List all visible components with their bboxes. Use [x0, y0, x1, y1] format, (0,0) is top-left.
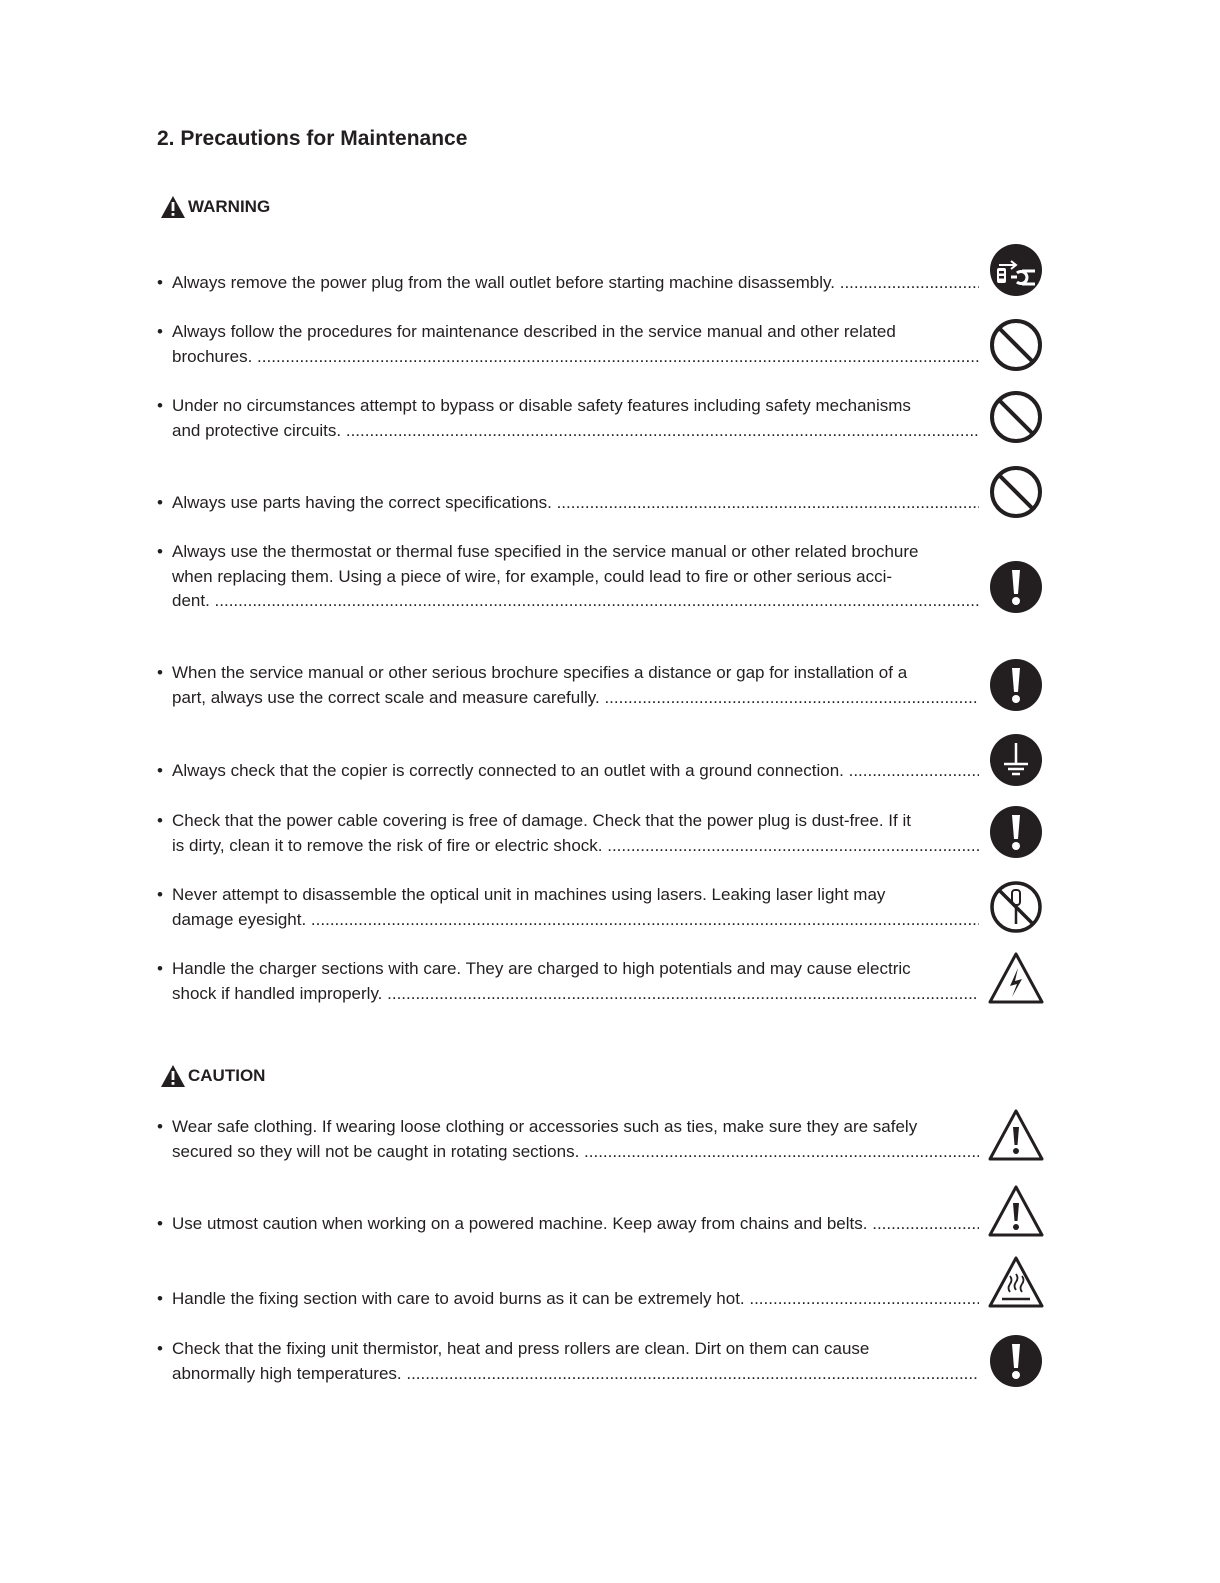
- caution-item: [157, 1337, 979, 1386]
- item-line: brochures. .....: [172, 345, 979, 370]
- warning-item: [157, 491, 979, 516]
- prohibited-icon: [987, 388, 1045, 446]
- item-line: Always follow the procedures for maintenance described in the service manual and other related: [172, 322, 896, 341]
- item-line: part, always use the correct scale and measure carefully. .....: [172, 686, 979, 711]
- prohibited-icon: [987, 316, 1045, 374]
- item-text: [172, 1287, 979, 1312]
- bullet: •: [157, 396, 163, 415]
- caution-item: [157, 1115, 979, 1164]
- warning-item: [157, 320, 979, 369]
- item-line: damage eyesight. .....: [172, 908, 979, 933]
- item-text: [172, 394, 979, 443]
- caution-heading: [160, 1063, 265, 1089]
- item-text: [172, 957, 979, 1006]
- bullet: •: [157, 1289, 163, 1308]
- warning-triangle-icon: [160, 195, 186, 219]
- caution-triangle-small-icon: [160, 1064, 186, 1088]
- bullet: •: [157, 1117, 163, 1136]
- mandatory-action-icon: [987, 656, 1045, 714]
- item-text: [172, 271, 979, 296]
- item-line: Under no circumstances attempt to bypass or disable safety features including safety mechanisms: [172, 396, 911, 415]
- ground-icon: [987, 731, 1045, 789]
- warning-label: WARNING: [188, 197, 271, 216]
- prohibited-icon: [987, 463, 1045, 521]
- item-line: dent. .....: [172, 589, 979, 614]
- bullet: •: [157, 811, 163, 830]
- warning-item: [157, 759, 979, 784]
- no-disassembly-icon: [987, 878, 1045, 936]
- item-text: [172, 491, 979, 516]
- item-line: Handle the charger sections with care. They are charged to high potentials and may cause electric: [172, 959, 911, 978]
- item-line: Wear safe clothing. If wearing loose clothing or accessories such as ties, make sure they are safely: [172, 1117, 918, 1136]
- warning-item: [157, 809, 979, 858]
- caution-triangle-icon: [987, 1183, 1045, 1241]
- warning-item: [157, 661, 979, 710]
- item-text: [172, 883, 979, 932]
- item-line: Always remove the power plug from the wall outlet before starting machine disassembly. .....: [172, 271, 979, 296]
- bullet: •: [157, 761, 163, 780]
- item-text: [172, 809, 979, 858]
- page-title: 2. Precautions for Maintenance: [157, 127, 468, 150]
- bullet: •: [157, 493, 163, 512]
- item-line: and protective circuits. .....: [172, 419, 979, 444]
- caution-item: [157, 1212, 979, 1237]
- mandatory-action-icon: [987, 1332, 1045, 1390]
- item-text: [172, 1212, 979, 1237]
- item-line: Always use parts having the correct specifications. .....: [172, 491, 979, 516]
- item-line: abnormally high temperatures. .....: [172, 1362, 979, 1387]
- item-line: Always check that the copier is correctly connected to an outlet with a ground connection. .....: [172, 759, 979, 784]
- item-line: shock if handled improperly. .....: [172, 982, 979, 1007]
- hot-surface-icon: [987, 1254, 1045, 1312]
- item-line: When the service manual or other serious brochure specifies a distance or gap for installation of a: [172, 663, 908, 682]
- item-line: when replacing them. Using a piece of wire, for example, could lead to fire or other serious acci-: [172, 566, 893, 586]
- bullet: •: [157, 273, 163, 292]
- bullet: •: [157, 1339, 163, 1358]
- bullet: •: [157, 959, 163, 978]
- bullet: •: [157, 663, 163, 682]
- unplug-icon: [987, 241, 1045, 299]
- warning-item: [157, 540, 979, 614]
- item-line: is dirty, clean it to remove the risk of fire or electric shock. .....: [172, 834, 979, 859]
- item-line: Use utmost caution when working on a powered machine. Keep away from chains and belts. .....: [172, 1212, 979, 1237]
- item-text: [172, 320, 979, 369]
- item-line: Always use the thermostat or thermal fuse specified in the service manual or other related brochure: [172, 542, 919, 561]
- item-text: [172, 1115, 979, 1164]
- warning-item: [157, 271, 979, 296]
- item-line: Never attempt to disassemble the optical unit in machines using lasers. Leaking laser light may: [172, 885, 886, 904]
- item-line: Check that the power cable covering is free of damage. Check that the power plug is dust-free. If it: [172, 811, 911, 830]
- warning-item: [157, 394, 979, 443]
- bullet: •: [157, 542, 163, 561]
- warning-heading: [160, 194, 270, 220]
- item-text: [172, 759, 979, 784]
- item-text: [172, 540, 979, 614]
- warning-item: [157, 957, 979, 1006]
- item-line: secured so they will not be caught in rotating sections. .....: [172, 1140, 979, 1165]
- caution-triangle-icon: [987, 1107, 1045, 1165]
- caution-label: CAUTION: [188, 1066, 266, 1085]
- mandatory-action-icon: [987, 558, 1045, 616]
- bullet: •: [157, 322, 163, 341]
- item-text: [172, 1337, 979, 1386]
- item-text: [172, 661, 979, 710]
- mandatory-action-icon: [987, 803, 1045, 861]
- item-line: Check that the fixing unit thermistor, heat and press rollers are clean. Dirt on them can cause: [172, 1339, 870, 1358]
- bullet: •: [157, 1214, 163, 1233]
- item-line: Handle the fixing section with care to avoid burns as it can be extremely hot. .....: [172, 1287, 979, 1312]
- caution-item: [157, 1287, 979, 1312]
- electric-shock-icon: [987, 950, 1045, 1008]
- bullet: •: [157, 885, 163, 904]
- warning-item: [157, 883, 979, 932]
